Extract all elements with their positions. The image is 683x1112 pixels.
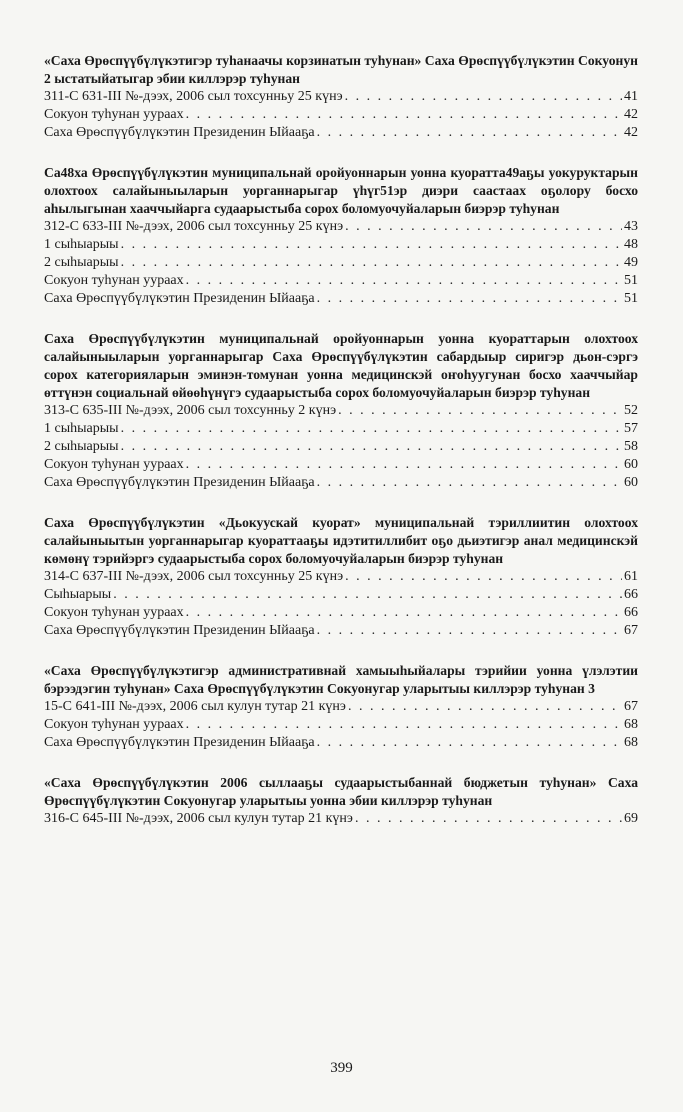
entry-label: 1 сыһыарыы (44, 421, 119, 436)
entry-page-number: 67 (624, 699, 638, 714)
entry-page-number: 67 (624, 623, 638, 638)
entry-page-number: 68 (624, 717, 638, 732)
dot-leader (317, 734, 622, 752)
dot-leader (121, 420, 622, 438)
toc-entry (44, 420, 638, 438)
entry-page-number: 51 (624, 291, 638, 306)
entry-label: 2 сыһыарыы (44, 439, 119, 454)
entry-page-number: 58 (624, 439, 638, 454)
entry-page-number: 48 (624, 237, 638, 252)
entry-page-number: 60 (624, 475, 638, 490)
entry-label: 314-С 637-III №-дээх, 2006 сыл тохсунньу 25 күнэ (44, 569, 344, 584)
dot-leader (345, 88, 622, 106)
entry-label: 311-С 631-III №-дээх, 2006 сыл тохсунньу 25 күнэ (44, 89, 343, 104)
entry-page-number: 60 (624, 457, 638, 472)
entry-label: 312-С 633-III №-дээх, 2006 сыл тохсунньу 25 күнэ (44, 219, 344, 234)
dot-leader (345, 568, 622, 586)
toc-entry (44, 456, 638, 474)
dot-leader (121, 236, 622, 254)
section-title: Саха Өрөспүүбүлүкэтин муниципальнай оройуоннарын уонна куораттарын олохтоох салайыныыларын уорганнарыгар Саха Өрөспүүбүлүкэтин сабардыыр сиригэр дьон-сэргэ сорох категорияларын эминэн-томунан уонна медицинскэй оҥоһуугунан босхо хааччыйар өттүнэн социальнай өйөөһүнүгэ судаарыстыба сорох боломуочуйаларын биэрэр туһунан (44, 331, 638, 400)
toc-entry (44, 106, 638, 124)
section-title: Саха Өрөспүүбүлүкэтин «Дьокуускай куорат» муниципальнай тэриллиитин олохтоох салайыныытын уорганнарыгар куораттааҕы идэтитиллибит оҕо дьиэтигэр анал медицинскэй көмөнү тэрийэргэ судаарыстыба сорох боломуочуйаларын биэрэр туһунан (44, 515, 638, 566)
toc-entry (44, 698, 638, 716)
entry-label: Сыһыарыы (44, 587, 112, 602)
toc-entry (44, 604, 638, 622)
entry-label: 313-С 635-III №-дээх, 2006 сыл тохсунньу 2 күнэ (44, 403, 337, 418)
entry-page-number: 68 (624, 735, 638, 750)
dot-leader (186, 272, 622, 290)
entry-page-number: 42 (624, 107, 638, 122)
dot-leader (317, 622, 622, 640)
entry-page-number: 52 (624, 403, 638, 418)
entry-page-number: 66 (624, 605, 638, 620)
toc-section (44, 774, 638, 828)
toc-entry (44, 218, 638, 236)
toc-entry (44, 568, 638, 586)
entry-label: Сокуон туһунан уураах (44, 605, 184, 620)
toc-entry (44, 124, 638, 142)
entry-label: 1 сыһыарыы (44, 237, 119, 252)
entry-label: 316-С 645-III №-дээх, 2006 сыл кулун тутар 21 күнэ (44, 811, 353, 826)
entry-label: Саха Өрөспүүбүлүкэтин Президенин Ыйааҕа (44, 291, 315, 306)
toc-section (44, 662, 638, 752)
entry-label: Сокуон туһунан уураах (44, 717, 184, 732)
toc-entry (44, 474, 638, 492)
toc-entry (44, 290, 638, 308)
toc-entry (44, 88, 638, 106)
entry-page-number: 43 (624, 219, 638, 234)
dot-leader (345, 218, 622, 236)
dot-leader (186, 604, 622, 622)
entry-page-number: 51 (624, 273, 638, 288)
dot-leader (121, 438, 622, 456)
entry-label: Сокуон туһунан уураах (44, 273, 184, 288)
dot-leader (317, 474, 622, 492)
table-of-contents (44, 52, 638, 850)
dot-leader (317, 290, 622, 308)
entry-label: 15-С 641-III №-дээх, 2006 сыл кулун тутар 21 күнэ (44, 699, 346, 714)
entry-label: Сокуон туһунан уураах (44, 107, 184, 122)
section-title: «Саха Өрөспүүбүлүкэтин 2006 сыллааҕы судаарыстыбаннай бюджетын туһунан» Саха Өрөспүүбүлүкэтин Сокуонугар уларытыы уонна эбии киллэрэр туһунан (44, 775, 638, 808)
toc-section (44, 330, 638, 492)
entry-label: 2 сыһыарыы (44, 255, 119, 270)
dot-leader (186, 716, 622, 734)
dot-leader (121, 254, 622, 272)
toc-entry (44, 734, 638, 752)
section-title: «Саха Өрөспүүбүлүкэтигэр туһанаачы корзинатын туһунан» Саха Өрөспүүбүлүкэтин Сокуонун 2 ыстатыйатыгар эбии киллэрэр туһунан (44, 53, 638, 86)
toc-section (44, 164, 638, 308)
entry-page-number: 66 (624, 587, 638, 602)
toc-entry (44, 438, 638, 456)
entry-page-number: 42 (624, 125, 638, 140)
entry-page-number: 61 (624, 569, 638, 584)
dot-leader (348, 698, 622, 716)
dot-leader (113, 586, 622, 604)
entry-page-number: 41 (624, 89, 638, 104)
toc-entry (44, 716, 638, 734)
dot-leader (355, 810, 622, 828)
toc-section (44, 52, 638, 142)
toc-entry (44, 586, 638, 604)
page-number: 399 (330, 1060, 353, 1076)
entry-page-number: 49 (624, 255, 638, 270)
entry-label: Саха Өрөспүүбүлүкэтин Президенин Ыйааҕа (44, 623, 315, 638)
toc-section (44, 514, 638, 640)
dot-leader (317, 124, 622, 142)
entry-label: Сокуон туһунан уураах (44, 457, 184, 472)
entry-page-number: 57 (624, 421, 638, 436)
section-title: «Саха Өрөспүүбүлүкэтигэр административнай хамыыһыйалары тэрийии уонна үлэлэтии бэрээдэгин туһунан» Саха Өрөспүүбүлүкэтин Сокуонугар уларытыы киллэрэр туһунан 3 (44, 663, 638, 696)
toc-entry (44, 622, 638, 640)
entry-label: Саха Өрөспүүбүлүкэтин Президенин Ыйааҕа (44, 735, 315, 750)
entry-page-number: 69 (624, 811, 638, 826)
dot-leader (186, 456, 622, 474)
toc-entry (44, 236, 638, 254)
toc-entry (44, 810, 638, 828)
section-title: Са48ха Өрөспүүбүлүкэтин муниципальнай оройуоннарын уонна куоратта49аҕы уокуруктарын олохтоох салайыныыларын уорганнарыгар үһүг51эр диэри саастаах оҕолору босхо аһылыгынан хааччыйарга судаарыстыба сорох боломуочуйаларын биэрэр туһунан (44, 165, 638, 216)
dot-leader (186, 106, 622, 124)
entry-label: Саха Өрөспүүбүлүкэтин Президенин Ыйааҕа (44, 125, 315, 140)
entry-label: Саха Өрөспүүбүлүкэтин Президенин Ыйааҕа (44, 475, 315, 490)
toc-entry (44, 254, 638, 272)
toc-entry (44, 402, 638, 420)
toc-entry (44, 272, 638, 290)
dot-leader (338, 402, 622, 420)
